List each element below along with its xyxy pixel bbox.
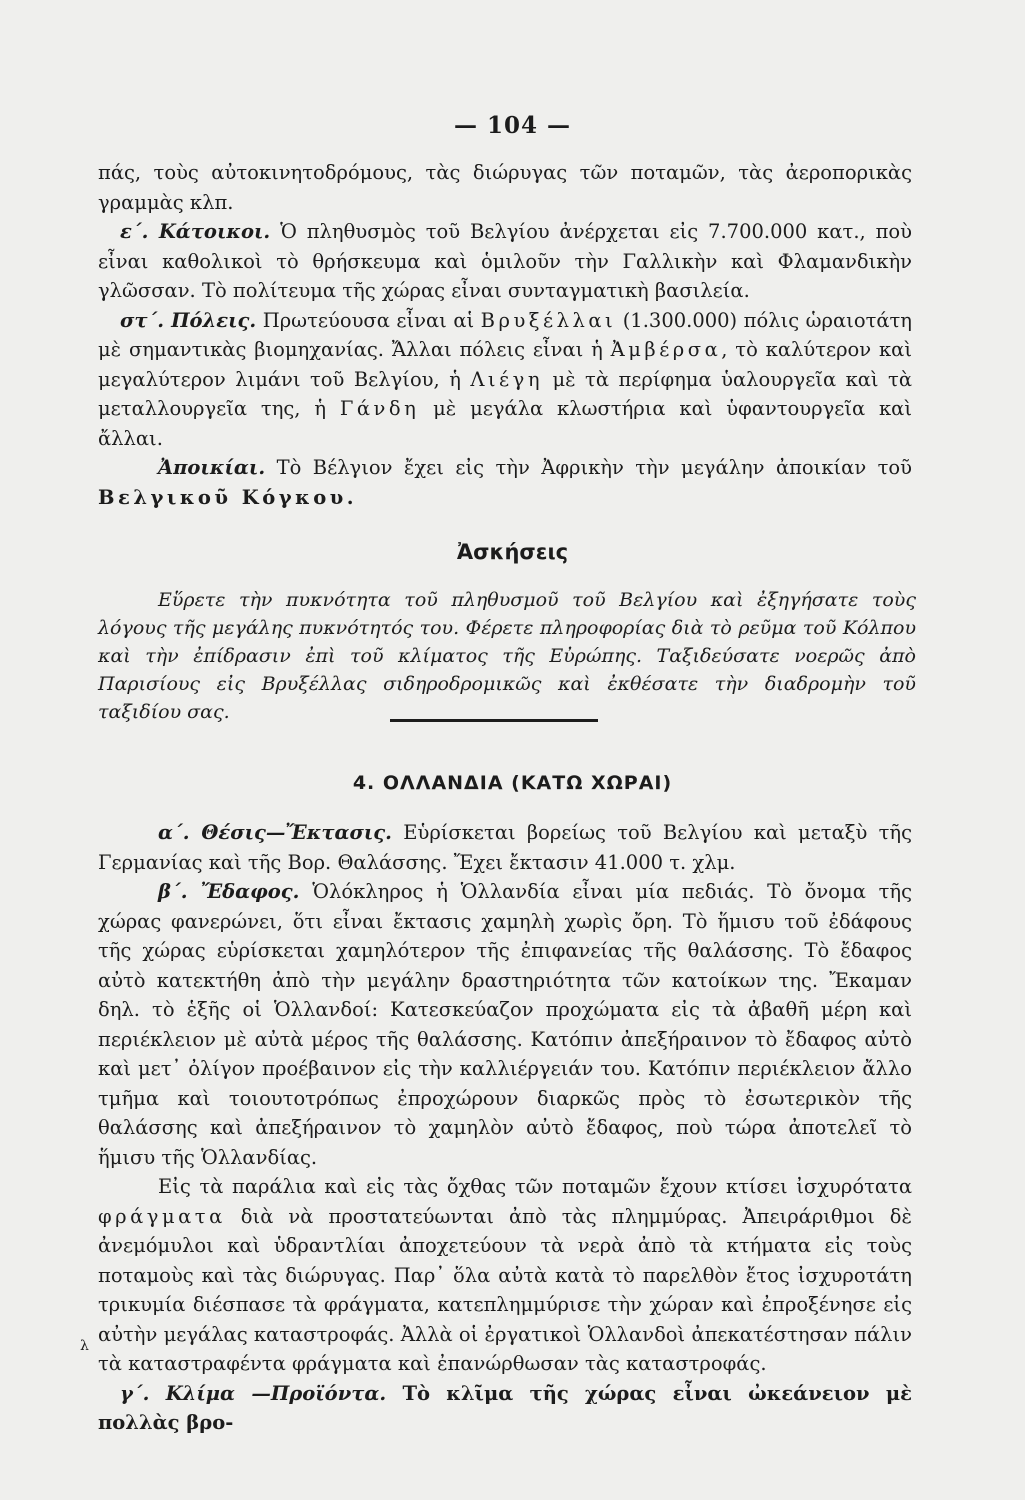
cities-text-e: μὲ μεγάλα κλωστήρια καὶ ὑφαντουργεῖα καὶ ἄλλαι. bbox=[98, 397, 912, 450]
terrain-label: β΄. Ἔδαφος. bbox=[158, 880, 300, 903]
paragraph-cities bbox=[98, 306, 912, 454]
holland-section bbox=[98, 818, 912, 1438]
holland-heading: 4. ΟΛΛΑΝΔΙΑ (ΚΑΤΩ ΧΩΡΑΙ) bbox=[352, 772, 673, 794]
inhabitants-text: Ὁ πληθυσμὸς τοῦ Βελγίου ἀνέρχεται εἰς 7.700.000 κατ., ποὺ εἶναι καθολικοὶ τὸ θρήσκευμα καὶ ὁμιλοῦν τὴν Γαλλικὴν καὶ Φλαμανδικὴν γλῶσσαν. Τὸ πολίτευμα τῆς χώρας εἶναι συνταγματικὴ βασιλεία. bbox=[98, 220, 913, 302]
colonies-label: Ἀποικίαι. bbox=[158, 456, 266, 479]
exercises-text: Εὕρετε τὴν πυκνότητα τοῦ πληθυσμοῦ τοῦ Βελγίου καὶ ἐξηγήσατε τοὺς λόγους τῆς μεγάλης πυκνότητός του. Φέρετε πληροφορίας διὰ τὸ ρεῦμα τοῦ Κόλπου καὶ τὴν ἐπίδρασιν ἐπὶ τοῦ κλίματος τῆς Εὐρώπης. Ταξιδεύσατε νοερῶς ἀπὸ Παρισίους εἰς Βρυξέλλας σιδηροδρομικῶς καὶ ἐκθέσατε τὴν διαδρομὴν τοῦ ταξιδίου σας. bbox=[98, 589, 916, 723]
climate-text: Τὸ κλῖμα τῆς χώρας εἶναι ὠκεάνειον μὲ πολλὰς βρο- bbox=[98, 1381, 912, 1434]
word-fragmata: φράγματα bbox=[98, 1204, 226, 1228]
position-label: α΄. Θέσις—Ἔκτασις. bbox=[158, 821, 392, 844]
belgian-congo: Βελγικοῦ Κόγκου. bbox=[98, 485, 358, 509]
section-divider bbox=[390, 719, 598, 722]
city-antwerp: Ἀμβέρσα bbox=[610, 338, 722, 361]
inhabitants-label: ε΄. Κάτοικοι. bbox=[120, 220, 271, 243]
page-number: — 104 — bbox=[453, 112, 572, 139]
city-liege: Λιέγη bbox=[470, 367, 543, 391]
dams-text-a: Εἰς τὰ παράλια καὶ εἰς τὰς ὄχθας τῶν ποταμῶν ἔχουν κτίσει ἰσχυρότατα bbox=[158, 1175, 912, 1198]
paragraph-inhabitants bbox=[98, 217, 912, 306]
paragraph-position bbox=[98, 818, 912, 877]
terrain-text: Ὁλόκληρος ἡ Ὁλλανδία εἶναι μία πεδιάς. Τὸ ὄνομα τῆς χώρας φανερώνει, ὅτι εἶναι ἔκτασις χαμηλὴ χωρὶς ὄρη. Τὸ ἥμισυ τοῦ ἐδάφους τῆς χώρας εὑρίσκεται χαμηλότερον τῆς ἐπιφανείας τῆς θαλάσσης. Τὸ ἔδαφος αὐτὸ κατεκτήθη ἀπὸ τὴν μεγάλην δραστηριότητα τῶν κατοίκων της. Ἔκαμαν δηλ. τὸ ἑξῆς οἱ Ὁλλανδοί: Κατεσκεύαζον προχώματα εἰς τὰ ἀβαθῆ μέρη καὶ περιέκλειον μὲ αὐτὰ μέρος τῆς θαλάσσης. Κατόπιν ἀπεξήραινον τὸ ἔδαφος αὐτὸ καὶ μετ᾽ ὀλίγον προέβαινον εἰς τὴν καλλιέργειάν του. Κατόπιν περιέκλειον ἄλλο τμῆμα καὶ τοιουτοτρόπως ἐπροχώρουν διαρκῶς πρὸς τὸ ἐσωτερικὸν τῆς θαλάσσης καὶ ἀπεξήραινον τὸ χαμηλὸν αὐτὸ ἔδαφος, ποὺ τώρα ἀποτελεῖ τὸ ἥμισυ τῆς Ὁλλανδίας. bbox=[98, 880, 913, 1169]
cities-text-a: Πρωτεύουσα εἶναι αἱ bbox=[256, 308, 481, 332]
paragraph-dams bbox=[98, 1172, 912, 1379]
colonies-text: Τὸ Βέλγιον ἔχει εἰς τὴν Ἀφρικὴν τὴν μεγάλην ἀποικίαν τοῦ bbox=[265, 456, 912, 479]
city-ghent: Γάνδη bbox=[339, 397, 420, 420]
exercises-title: Ἀσκήσεις bbox=[456, 540, 569, 564]
paragraph-colonies bbox=[98, 453, 912, 512]
cities-label: στ΄. Πόλεις. bbox=[120, 308, 257, 332]
dams-text-b: διὰ νὰ προστατεύωνται ἀπὸ τὰς πλημμύρας. Ἀπειράριθμοι δὲ ἀνεμόμυλοι καὶ ὑδραντλίαι ἀποχετεύουν τὰ νερὰ ἀπὸ τὰ κτήματα εἰς τοὺς ποταμοὺς καὶ τὰς διώρυγας. Παρ᾽ ὅλα αὐτὰ κατὰ τὸ παρελθὸν ἔτος ἰσχυροτάτη τρικυμία διέσπασε τὰ φράγματα, κατεπλημμύρισε τὴν χώραν καὶ ἐπροξένησε εἰς αὐτὴν μεγάλας καταστροφάς. Ἀλλὰ οἱ ἐργατικοὶ Ὁλλανδοὶ ἀπεκατέστησαν πάλιν τὰ καταστραφέντα φράγματα καὶ ἐπανώρθωσαν τὰς καταστροφάς. bbox=[98, 1204, 912, 1375]
margin-mark: λ bbox=[80, 1338, 89, 1354]
paragraph-climate bbox=[98, 1379, 912, 1438]
position-text: Εὑρίσκεται βορείως τοῦ Βελγίου καὶ μεταξὺ τῆς Γερμανίας καὶ τῆς Βορ. Θαλάσσης. Ἔχει ἔκτασιν 41.000 τ. χλμ. bbox=[98, 821, 913, 874]
cities-text-d: μὲ τὰ περίφημα ὑαλουργεῖα καὶ τὰ μεταλλουργεῖα της, ἡ bbox=[98, 367, 912, 420]
paragraph-transport: πάς, τοὺς αὐτοκινητοδρόμους, τὰς διώρυγας τῶν ποταμῶν, τὰς ἀεροπορικὰς γραμμὰς κλπ. bbox=[98, 161, 912, 214]
belgium-section bbox=[98, 158, 912, 512]
cities-text-b: (1.300.000) πόλις ὡραιοτάτη μὲ σημαντικὰς βιομηχανίας. Ἄλλαι πόλεις εἶναι ἡ bbox=[98, 308, 912, 361]
cities-text-c: , τὸ καλύτερον καὶ μεγαλύτερον λιμάνι τοῦ Βελγίου, ἡ bbox=[98, 338, 912, 391]
city-brussels: Βρυξέλλαι bbox=[480, 308, 617, 332]
paragraph-terrain bbox=[98, 877, 912, 1172]
climate-label: γ΄. Κλίμα —Προϊόντα. bbox=[120, 1381, 387, 1405]
